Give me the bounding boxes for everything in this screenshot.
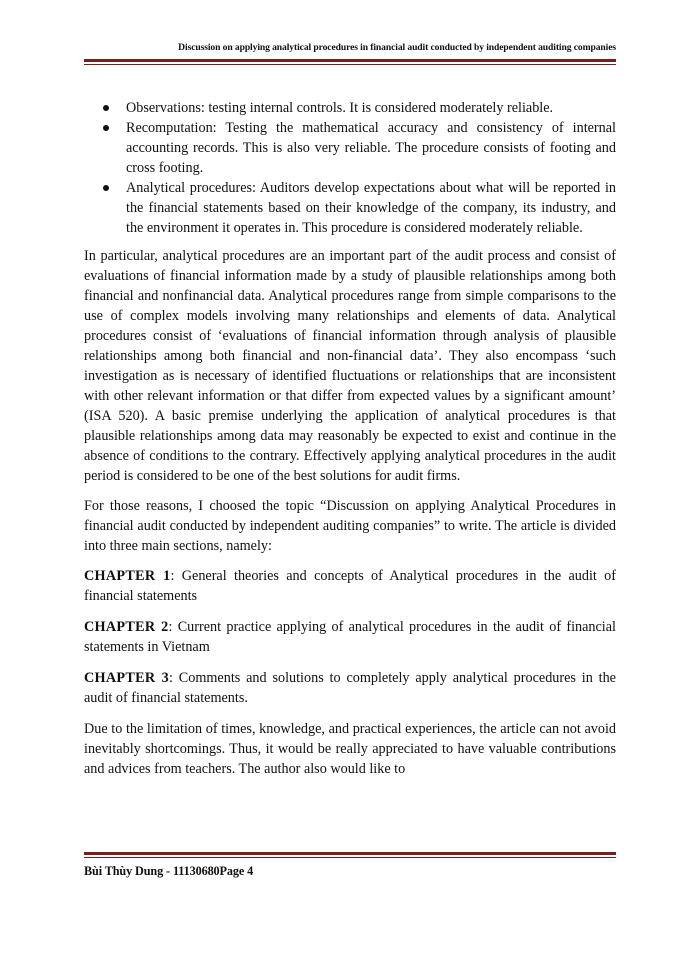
running-header: Discussion on applying analytical procedures in financial audit conducted by independent auditing companies: [178, 42, 616, 53]
footer-rule-thick: [84, 852, 616, 855]
bullet-item-analytical-procedures: Analytical procedures: Auditors develop expectations about what will be reported in the financial statements based on their knowledge of the company, its industry, and the environment it operates in. This procedure is considered moderately reliable.: [84, 178, 616, 238]
chapter-2-label: CHAPTER 2: [84, 619, 169, 635]
bullet-item-recomputation: Recomputation: Testing the mathematical accuracy and consistency of internal accounting records. This is also very reliable. The procedure consists of footing and cross footing.: [84, 118, 616, 178]
chapter-3-summary: [84, 668, 616, 708]
bullet-item-observations: Observations: testing internal controls. It is considered moderately reliable.: [84, 98, 616, 118]
page-footer: Bùi Thùy Dung - 11130680Page 4: [84, 864, 254, 878]
page-body: [84, 98, 616, 789]
chapter-1-label: CHAPTER 1: [84, 568, 171, 584]
header-rule-thick: [84, 59, 616, 62]
paragraph-topic-choice: For those reasons, I choosed the topic “Discussion on applying Analytical Procedures in financial audit conducted by independent auditing companies” to write. The article is divided into three main sections, namely:: [84, 498, 616, 554]
footer-rule-thin: [84, 857, 616, 858]
chapter-2-summary: [84, 617, 616, 657]
paragraph-analytical-procedures: In particular, analytical procedures are an important part of the audit process and consist of evaluations of financial information made by a study of plausible relationships among both financial and nonfinancial data. Analytical procedures range from simple comparisons to the use of complex models involving many relationships and elements of data. Analytical procedures consist of ‘evaluations of financial information through analysis of plausible relationships among both financial and non-financial data’. They also encompass ‘such investigation as is necessary of identified fluctuations or relationships that are inconsistent with other relevant information or that differ from expected values by a significant amount’ (ISA 520). A basic premise underlying the application of analytical procedures is that plausible relationships among data may reasonably be expected to exist and continue in the absence of conditions to the contrary. Effectively applying analytical procedures in the audit period is considered to be one of the best solutions for audit firms.: [84, 248, 616, 484]
chapter-1-text: : General theories and concepts of Analytical procedures in the audit of financial statements: [84, 568, 616, 604]
chapter-2-text: : Current practice applying of analytical procedures in the audit of financial statements in Vietnam: [84, 619, 616, 655]
chapter-3-label: CHAPTER 3: [84, 670, 170, 686]
procedure-bullet-list: [84, 98, 616, 238]
bullet-icon: [103, 185, 109, 191]
bullet-icon: [103, 105, 109, 111]
chapter-3-text: : Comments and solutions to completely apply analytical procedures in the audit of financial statements.: [84, 670, 616, 706]
paragraph-acknowledgement: Due to the limitation of times, knowledge, and practical experiences, the article can not avoid inevitably shortcomings. Thus, it would be really appreciated to have valuable contributions and advices from teachers. The author also would like to: [84, 721, 616, 777]
bullet-icon: [103, 125, 109, 131]
chapter-1-summary: [84, 566, 616, 606]
header-rule-thin: [84, 64, 616, 65]
